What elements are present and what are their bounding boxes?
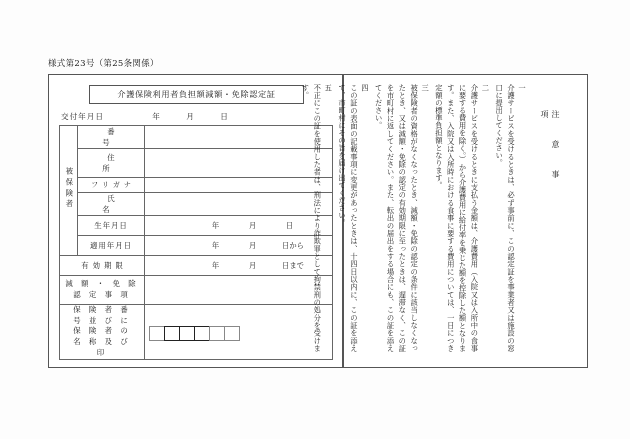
insurer-number-box[interactable] [149,326,165,341]
notice-marker-5: 五 [324,84,334,92]
row-label-name-text: 氏 名 [102,194,160,214]
valid-day-until-unit: 日まで [282,260,304,270]
row-label-insurer-line2: 号 並 び に [73,315,131,325]
row-label-valid-until [60,256,145,276]
issue-month-unit: 月 [186,111,194,121]
notice-title: 注 意 事 項 [540,110,560,200]
notice-marker-2: 二 [481,84,491,92]
insurer-number-box[interactable] [224,326,240,341]
side-label-insured [60,126,78,256]
table-row [60,236,333,256]
row-label-reduction-items-line1: 減 額 ・ 免 除 [65,279,139,289]
notice-marker-1: 一 [518,84,527,92]
issue-date-row [61,108,331,124]
row-label-furigana [78,178,145,193]
insurer-number-box[interactable] [179,326,195,341]
table-row [60,149,333,178]
row-label-insurer-line5: 印 [96,347,108,357]
notice-item-4 [336,84,370,352]
issue-date-label: 交付年月日 [61,111,104,121]
table-row [60,276,333,305]
row-label-valid-until-text: 有効期限 [81,261,127,270]
notice-item-1 [493,84,527,352]
row-label-name [78,193,160,216]
row-label-furigana-text: フリガナ [91,181,135,189]
notice-item-5 [300,84,334,352]
table-row [60,193,333,216]
insurer-number-box[interactable] [194,326,210,341]
notice-item-2 [433,84,490,352]
row-label-address-text: 住 所 [102,153,160,173]
issue-date-fields [139,111,289,122]
table-row [60,305,333,360]
notice-marker-3: 三 [421,84,431,92]
valid-year-unit: 年 [211,260,220,270]
row-label-address [78,149,160,178]
table-row [60,126,333,149]
notice-body-4: この証の表面の記載事項に変更があったときは、十四日以内に、この証を添えて、市町村にその旨を届け出てください。 [338,84,359,352]
notice-body-3: 被保険者の資格がなくなったとき、減額・免除の認定の条件に該当しなくなったとき、又は減額・免除の認定の有効期限に至ったときは、遅滞なく、この証を市町村に返してください。また、転出の届出をする場合にも、この証を添えてください。 [374,84,420,352]
notice-body-2: 介護サービスを受けるときに支払う金額は、介護費用（入院又は入所中の食事に要する費用を除く。）から介護費用に給付率を乗じた額を控除した額となります。また、入院又は入所時における食事に要する費用については、一日につき定額の標準負担額となります。 [434,84,480,352]
row-label-apply-date-text: 適用年月日 [90,241,132,250]
birth-year-unit: 年 [211,220,220,230]
row-label-reduction-items-line2: 認 定 事 項 [73,290,131,299]
notice-body-5: 不正にこの証を使用した者は、刑法により詐欺罪として拘禁刑の処分を受けます。 [301,84,323,352]
row-label-number-text: 番 号 [102,127,160,147]
apply-year-unit: 年 [211,240,220,250]
table-row [60,256,333,276]
row-label-birth-date [78,216,145,236]
notice-item-3 [373,84,430,352]
row-label-birth-date-text: 生年月日 [94,221,128,230]
row-label-insurer [60,305,145,360]
table-row [60,216,333,236]
issue-year-unit: 年 [152,111,160,121]
row-label-insurer-line4: 名 称 及 び [73,337,131,347]
notice-marker-4: 四 [360,84,370,92]
notice-body-1: 介護サービスを受けるときは、必ず事前に、この認定証を事業者又は施設の窓口に提出してください。 [495,84,516,352]
birth-day-unit: 日 [285,220,294,230]
apply-day-from-unit: 日から [282,240,304,250]
certificate-title: 介護保険利用者負担額減額・免除認定証 [89,85,304,104]
row-label-number [78,126,160,149]
row-label-reduction-items [60,276,145,305]
birth-month-unit: 月 [248,220,257,230]
row-label-apply-date [78,236,145,256]
insurer-number-box[interactable] [164,326,180,341]
valid-month-unit: 月 [248,260,257,270]
notice-panel [301,74,588,368]
side-label-insured-text: 被保険者 [64,166,74,211]
certificate-table [59,125,333,360]
apply-month-unit: 月 [248,240,257,250]
insurer-number-box[interactable] [209,326,225,341]
row-label-insurer-line1: 保 険 者 番 [73,305,131,314]
issue-day-unit: 日 [220,111,228,121]
row-label-insurer-line3: 保 険 者 の [73,326,131,336]
form-code-label: 様式第23号（第25条関係） [48,59,159,69]
table-row [60,178,333,193]
